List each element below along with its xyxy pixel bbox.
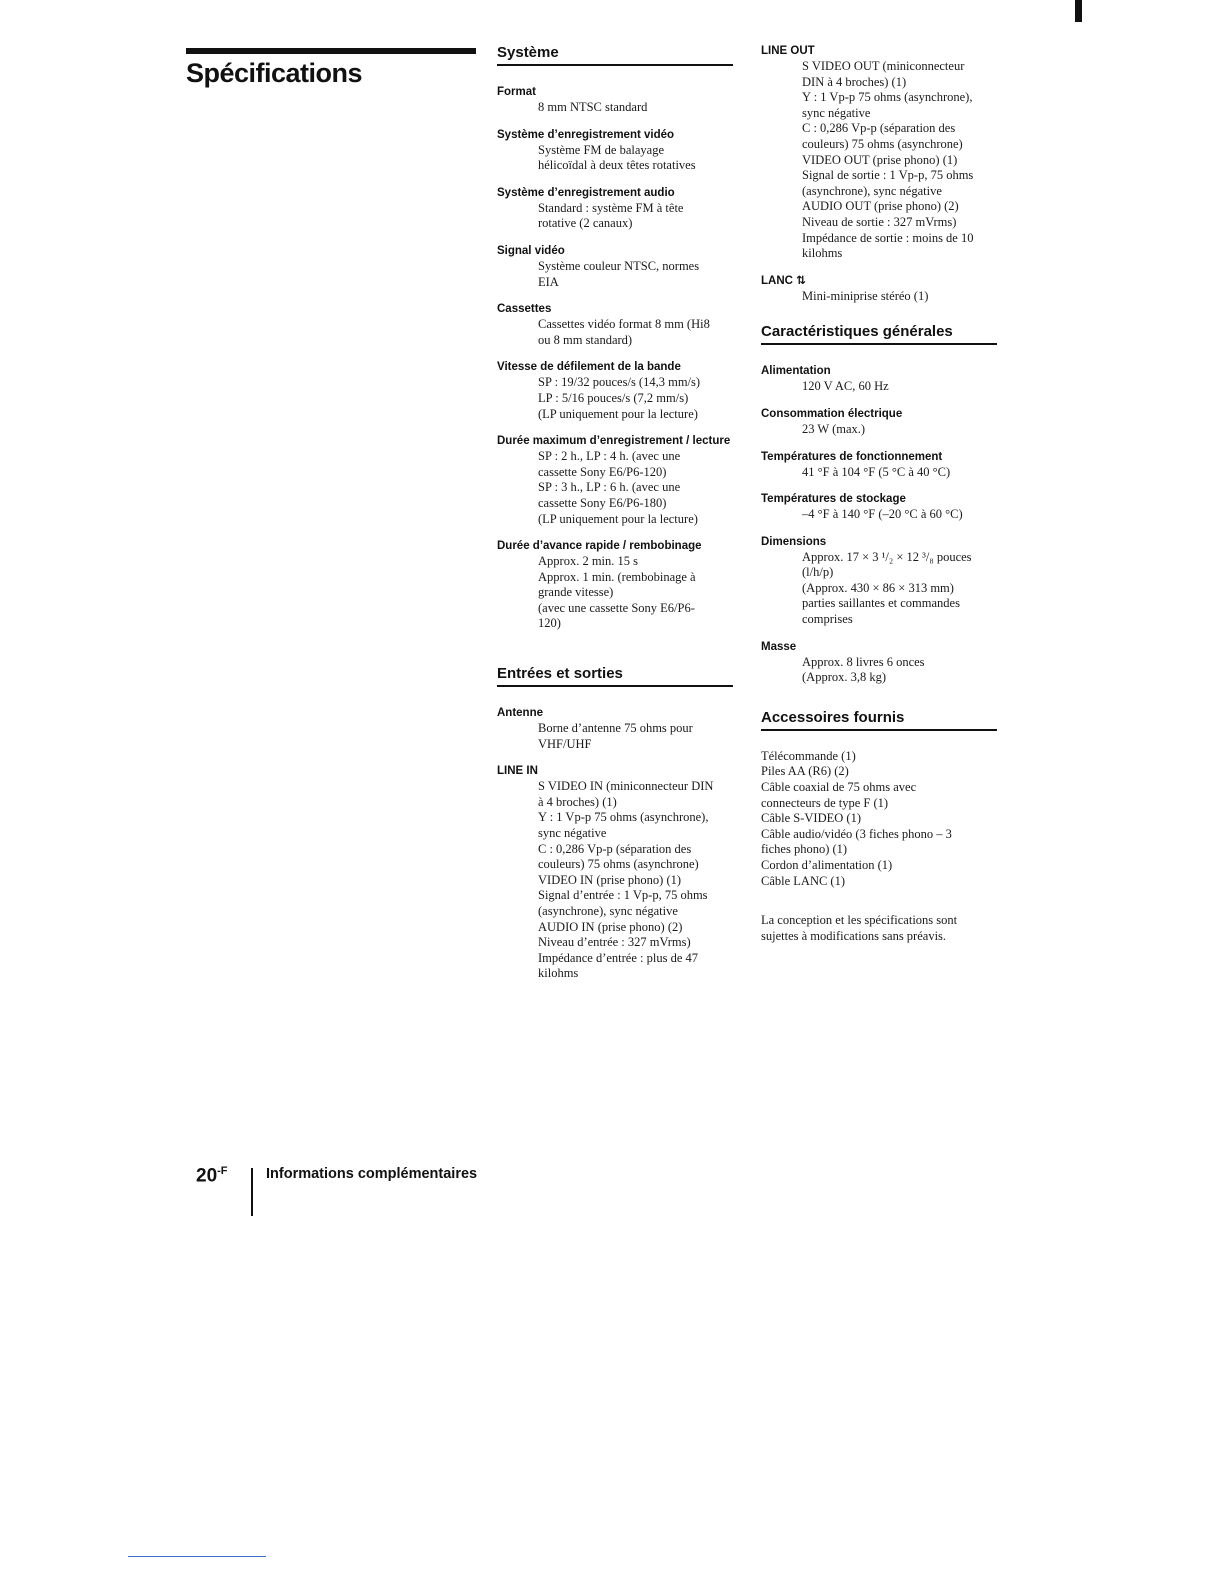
spec-item [761, 534, 997, 628]
spec-item [761, 491, 997, 523]
spec-value: 120 V AC, 60 Hz [802, 379, 889, 394]
section-title-caracteristiques: Caractéristiques générales [761, 323, 997, 345]
spec-item [497, 301, 733, 348]
spec-value: Borne d’antenne 75 ohms pour VHF/UHF [538, 721, 693, 751]
spec-label [761, 273, 997, 289]
spec-label: Antenne [497, 707, 543, 720]
spec-item [497, 433, 733, 527]
page-number-value: 20 [196, 1165, 218, 1187]
spec-value: –4 °F à 140 °F (–20 °C à 60 °C) [802, 507, 963, 522]
spec-value: S VIDEO IN (miniconnecteur DIN à 4 broches) (1) Y : 1 Vp-p 75 ohms (asynchrone), sync négative C : 0,286 Vp-p (séparation des couleurs) 75 ohms (asynchrone) VIDEO IN (prise phono) (1) Signal d’entrée : 1 Vp-p, 75 ohms (asynchrone), sync négative AUDIO IN (prise phono) (2) Niveau d’entrée : 327 mVrms) Impédance d’entrée : plus de 47 kilohms [538, 779, 714, 981]
spec-label: Températures de stockage [761, 493, 906, 506]
spec-label: Vitesse de défilement de la bande [497, 361, 681, 374]
spec-item [497, 705, 733, 752]
page-number-suffix: -F [217, 1165, 228, 1177]
spec-label: Masse [761, 640, 797, 653]
spec-value: Système FM de balayage hélicoïdal à deux têtes rotatives [538, 142, 696, 173]
spec-label: Système d’enregistrement audio [497, 186, 675, 199]
spec-label: Format [497, 86, 536, 98]
spec-label: Système d’enregistrement vidéo [497, 128, 675, 141]
spec-item [497, 243, 733, 290]
spec-value: 8 mm NTSC standard [538, 100, 648, 114]
spec-label: Dimensions [761, 535, 827, 548]
spec-item [761, 406, 997, 438]
spec-label: LINE OUT [761, 45, 815, 57]
column-right [761, 43, 997, 944]
spec-item [497, 538, 733, 632]
footer-section-label: Informations complémentaires [266, 1166, 478, 1182]
spec-item [761, 639, 997, 686]
page-number [196, 1165, 228, 1187]
spec-value: SP : 2 h., LP : 4 h. (avec une cassette Sony E6/P6-120) SP : 3 h., LP : 6 h. (avec une cassette Sony E6/P6-180) (LP uniquement pour la lecture) [538, 449, 698, 526]
section-title-systeme: Système [497, 44, 733, 66]
spec-value: Approx. 2 min. 15 s Approx. 1 min. (rembobinage à grande vitesse) (avec une cassette Sony E6/P6- 120) [538, 554, 696, 631]
spec-value: Approx. 8 livres 6 onces (Approx. 3,8 kg) [802, 654, 925, 685]
spec-value: S VIDEO OUT (miniconnecteur DIN à 4 broches) (1) Y : 1 Vp-p 75 ohms (asynchrone), sync négative C : 0,286 Vp-p (séparation des couleurs) 75 ohms (asynchrone) VIDEO OUT (prise phono) (1) Signal de sortie : 1 Vp-p, 75 ohms (asynchrone), sync négative AUDIO OUT (prise phono) (2) Niveau de sortie : 327 mVrms) Impédance de sortie : moins de 10 kilohms [802, 59, 974, 261]
spec-label: Durée d’avance rapide / rembobinage [497, 540, 702, 553]
lanc-label-text: LANC [761, 274, 793, 287]
spec-label: Consommation électrique [761, 407, 903, 420]
accessories-list: Télécommande (1) Piles AA (R6) (2) Câble coaxial de 75 ohms avec connecteurs de type F (1) Câble S-VIDEO (1) Câble audio/vidéo (3 fiches phono – 3 fiches phono) (1) Cordon d’alimentation (1) Câble LANC (1) [761, 748, 952, 888]
spec-label: Températures de fonctionnement [761, 450, 943, 463]
spec-item [497, 185, 733, 232]
spec-item [761, 43, 997, 262]
spec-value: Standard : système FM à tête rotative (2 canaux) [538, 200, 684, 231]
spec-value: SP : 19/32 pouces/s (14,3 mm/s) LP : 5/16 pouces/s (7,2 mm/s) (LP uniquement pour la lecture) [538, 375, 701, 421]
spec-value: Mini-miniprise stéréo (1) [802, 288, 929, 303]
chapter-edge-tab [1075, 0, 1082, 22]
spec-value: Système couleur NTSC, normes EIA [538, 258, 700, 289]
spec-value: 23 W (max.) [802, 421, 866, 436]
spec-item [497, 84, 733, 116]
spec-item [761, 273, 997, 305]
spec-item [497, 127, 733, 174]
title-rule [186, 48, 476, 54]
spec-item [497, 359, 733, 422]
spec-label: Durée maximum d’enregistrement / lecture [497, 435, 731, 448]
spec-label: Signal vidéo [497, 244, 565, 257]
spec-value: 41 °F à 104 °F (5 °C à 40 °C) [802, 464, 951, 479]
lanc-symbol-icon: ⇅ [796, 274, 806, 287]
section-title-entrees-sorties: Entrées et sorties [497, 665, 733, 687]
spec-item [497, 763, 733, 982]
spec-item [761, 449, 997, 481]
spec-item [761, 363, 997, 395]
spec-value: Cassettes vidéo format 8 mm (Hi8 ou 8 mm standard) [538, 317, 710, 347]
footer-divider [251, 1168, 253, 1216]
spec-label: LINE IN [497, 765, 538, 778]
page-title: Spécifications [186, 58, 363, 88]
spec-label: Alimentation [761, 365, 831, 378]
spec-value: Approx. 17 × 3 ¹/₂ × 12 ³/₈ pouces (l/h/p) (Approx. 430 × 86 × 313 mm) parties saillantes et commandes comprises [802, 549, 972, 627]
disclaimer-note: La conception et les spécifications sont sujettes à modifications sans préavis. [761, 913, 958, 943]
section-title-accessoires: Accessoires fournis [761, 709, 997, 731]
bottom-scan-line [128, 1556, 266, 1557]
spec-label: Cassettes [497, 303, 552, 316]
column-left [497, 44, 733, 993]
